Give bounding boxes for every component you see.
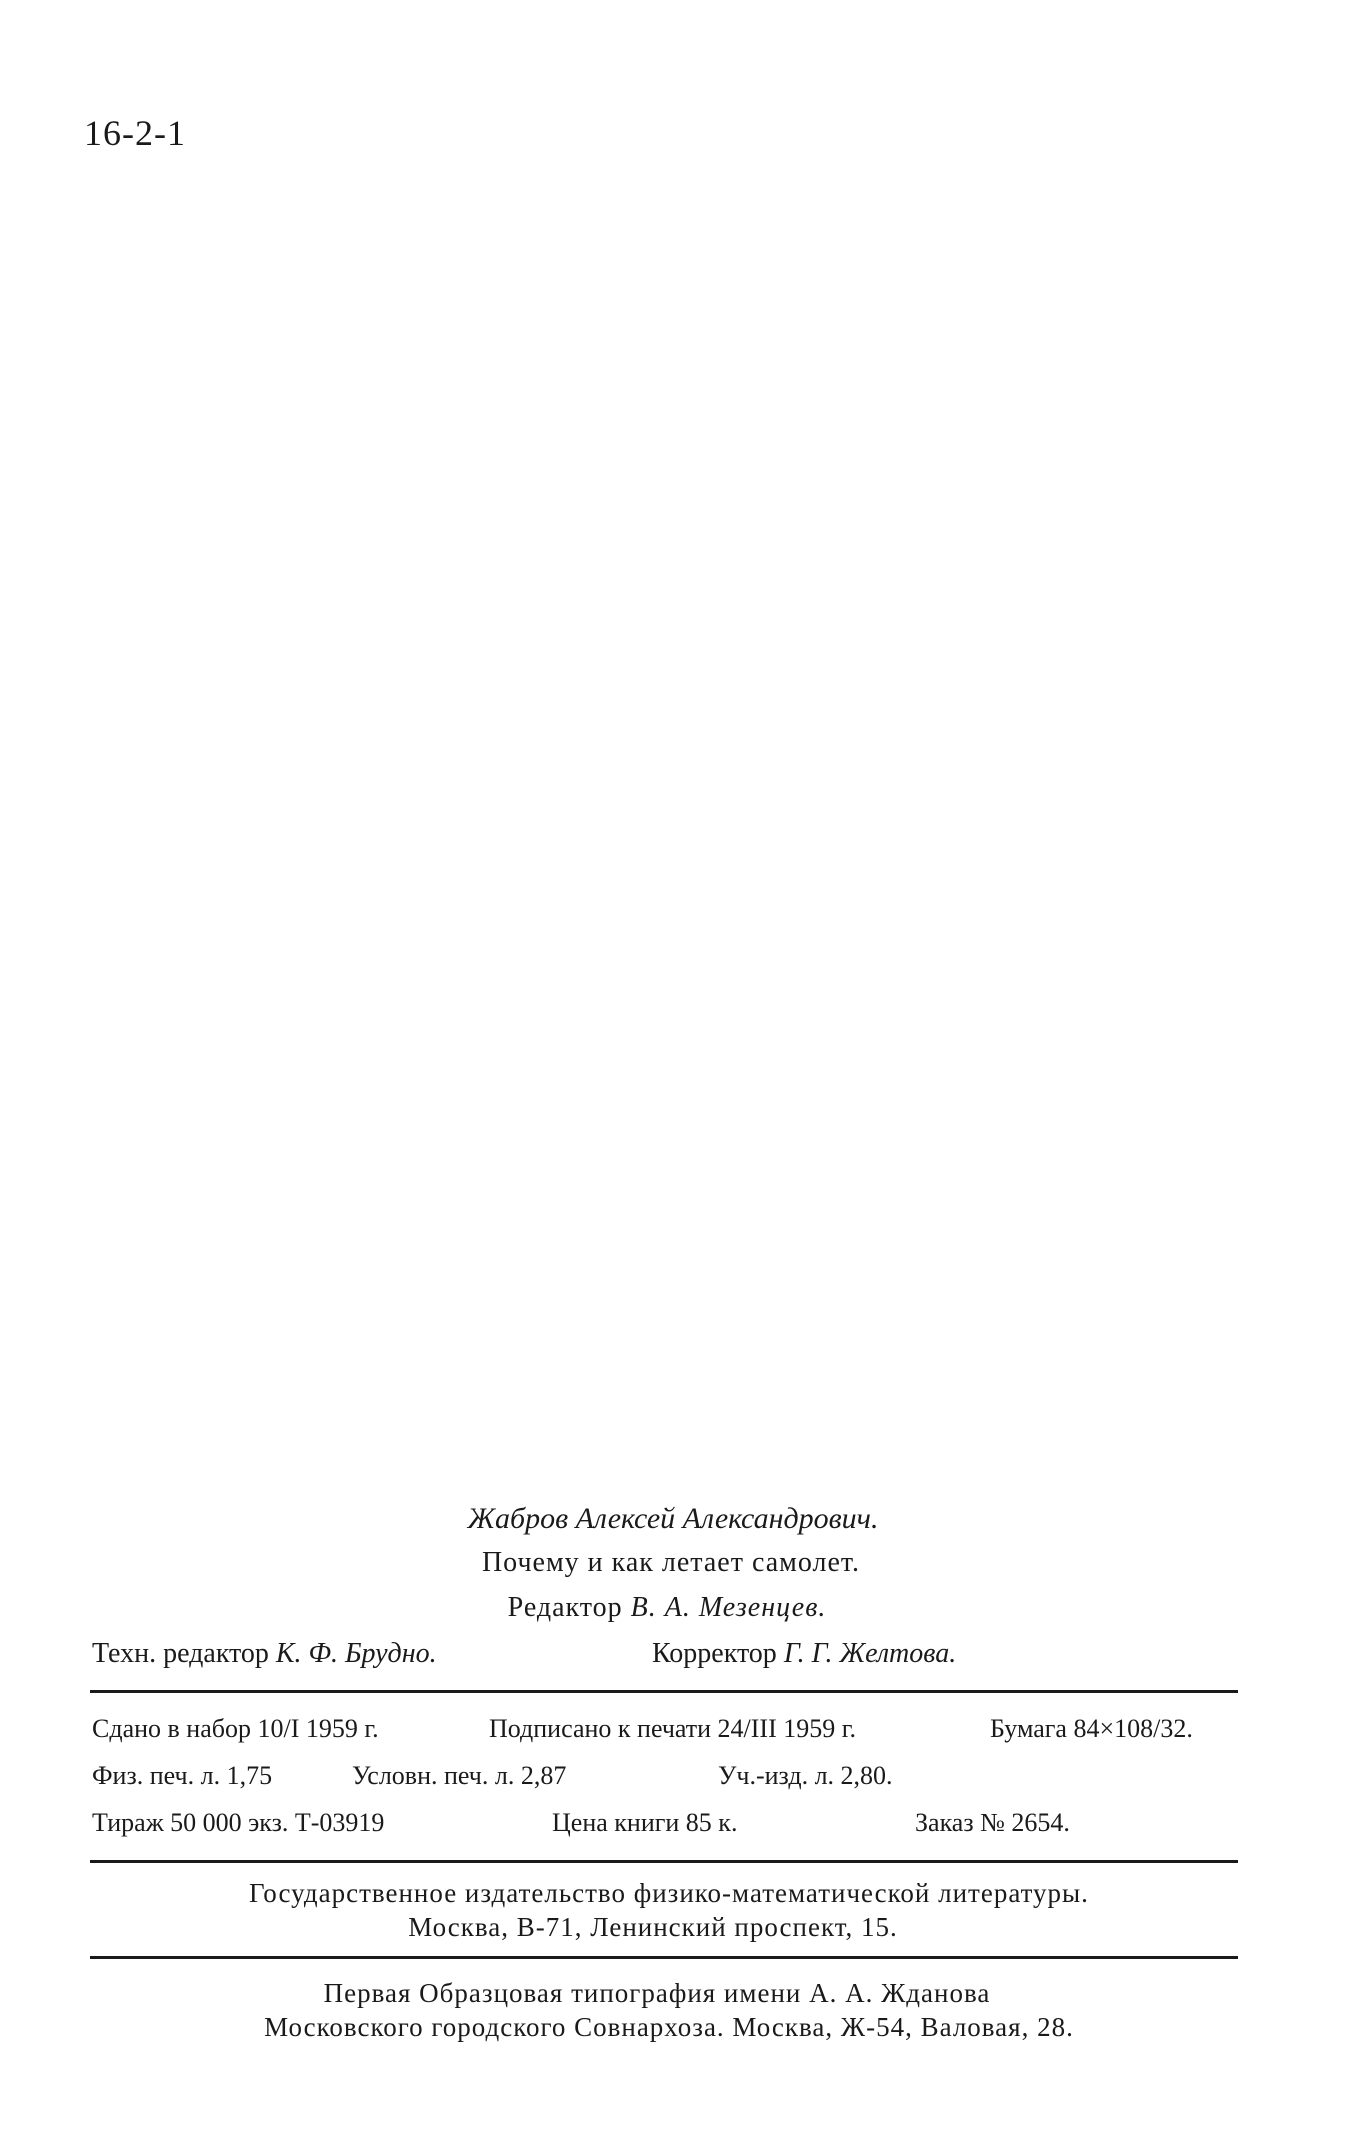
- author-name: Жабров Алексей Александрович.: [467, 1502, 879, 1535]
- editor-name: В. А. Мезенцев.: [630, 1592, 827, 1623]
- imprint-paper: Бумага 84×108/32.: [990, 1714, 1193, 1743]
- corrector-name: Г. Г. Желтова.: [783, 1638, 957, 1669]
- imprint-cond-sheets: Условн. печ. л. 2,87: [352, 1761, 567, 1790]
- printer-line-2: Московского городского Совнархоза. Москва, Ж-54, Валовая, 28.: [264, 2012, 1074, 2042]
- printer-line-1: Первая Образцовая типография имени А. А. Жданова: [323, 1978, 991, 2008]
- divider-top: [90, 1690, 1238, 1693]
- imprint-signed: Подписано к печати 24/III 1959 г.: [489, 1714, 856, 1743]
- tech-editor-label: Техн. редактор: [92, 1638, 269, 1669]
- corrector-line: [652, 1638, 956, 1670]
- publisher-line-2: Москва, В-71, Ленинский проспект, 15.: [408, 1912, 898, 1942]
- divider-bottom: [90, 1956, 1238, 1959]
- book-title: Почему и как летает самолет.: [481, 1547, 861, 1578]
- imprint-print-run: Тираж 50 000 экз. Т-03919: [92, 1808, 385, 1837]
- page-code: 16-2-1: [84, 113, 186, 153]
- tech-editor-line: [92, 1638, 437, 1670]
- imprint-edu-sheets: Уч.-изд. л. 2,80.: [718, 1761, 893, 1790]
- editor-label: Редактор: [507, 1592, 623, 1623]
- corrector-label: Корректор: [652, 1638, 777, 1669]
- divider-middle: [90, 1860, 1238, 1863]
- publisher-line-1: Государственное издательство физико-математической литературы.: [249, 1878, 1089, 1908]
- imprint-price: Цена книги 85 к.: [552, 1808, 738, 1837]
- imprint-order: Заказ № 2654.: [915, 1808, 1070, 1837]
- tech-editor-name: К. Ф. Брудно.: [275, 1638, 437, 1669]
- imprint-phys-sheets: Физ. печ. л. 1,75: [92, 1761, 273, 1790]
- editor-line: [0, 1592, 1342, 1624]
- imprint-submitted: Сдано в набор 10/I 1959 г.: [92, 1714, 379, 1743]
